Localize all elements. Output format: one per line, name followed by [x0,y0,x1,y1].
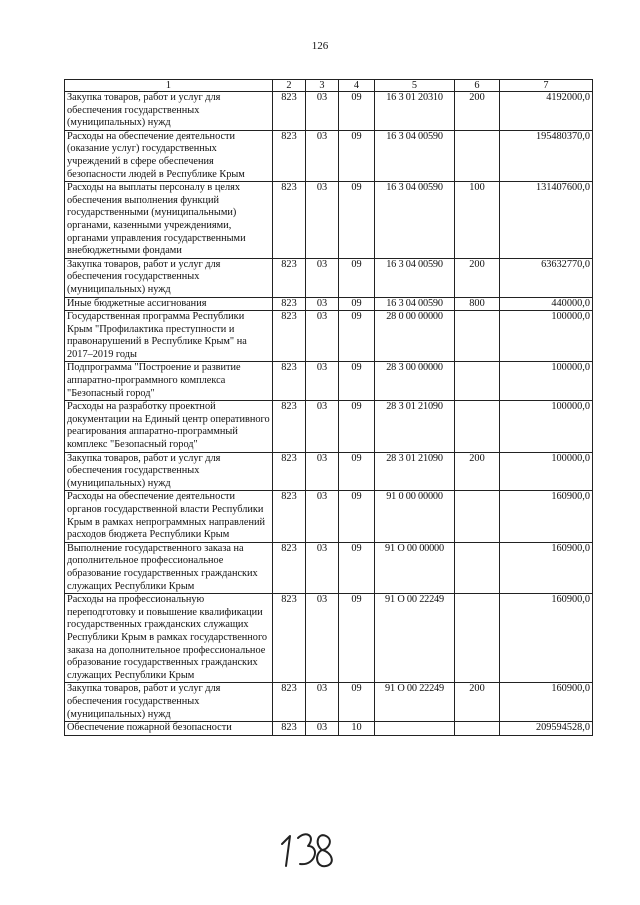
target-article-code: 28 3 01 21090 [375,452,455,491]
section-code: 03 [306,722,339,736]
ministry-code: 823 [273,722,306,736]
expense-type-code [455,491,500,542]
target-article-code: 16 3 04 00590 [375,258,455,297]
budget-table [64,79,593,736]
table-row [65,542,593,593]
target-article-code: 91 О 00 00000 [375,542,455,593]
col-header-6: 6 [455,80,500,92]
section-code: 03 [306,452,339,491]
page-number: 126 [311,40,329,52]
section-code: 03 [306,297,339,311]
expense-type-code [455,722,500,736]
target-article-code: 16 3 04 00590 [375,182,455,259]
ministry-code: 823 [273,542,306,593]
subsection-code: 09 [339,182,375,259]
header-row [65,80,593,92]
row-name: Обеспечение пожарной безопасности [65,722,273,736]
section-code: 03 [306,311,339,362]
col-header-2: 2 [273,80,306,92]
target-article-code [375,722,455,736]
ministry-code: 823 [273,401,306,452]
ministry-code: 823 [273,683,306,722]
amount: 160900,0 [500,542,593,593]
col-header-5: 5 [375,80,455,92]
ministry-code: 823 [273,594,306,683]
amount: 100000,0 [500,362,593,401]
handwritten-digit-8-stroke [317,835,332,866]
col-header-1: 1 [65,80,273,92]
row-name: Расходы на выплаты персоналу в целях обеспечения выполнения функций государственными (муниципальными) органами, казенными учреждениями, органами управления государственными внебюджетными фондами [65,182,273,259]
subsection-code: 09 [339,258,375,297]
handwritten-digit-3-stroke [298,834,315,864]
section-code: 03 [306,594,339,683]
handwritten-digit-1-stroke [282,836,290,866]
table-row [65,594,593,683]
row-name: Закупка товаров, работ и услуг для обеспечения государственных (муниципальных) нужд [65,452,273,491]
subsection-code: 09 [339,542,375,593]
subsection-code: 09 [339,130,375,181]
expense-type-code [455,311,500,362]
row-name: Расходы на обеспечение деятельности органов государственной власти Республики Крым в рамках непрограммных направлений расходов бюджета Республики Крым [65,491,273,542]
table-row [65,452,593,491]
table-row [65,92,593,131]
section-code: 03 [306,92,339,131]
expense-type-code [455,362,500,401]
section-code: 03 [306,401,339,452]
subsection-code: 10 [339,722,375,736]
table-row [65,182,593,259]
expense-type-code [455,594,500,683]
handwritten-page-number [276,822,336,874]
section-code: 03 [306,491,339,542]
target-article-code: 28 3 01 21090 [375,401,455,452]
subsection-code: 09 [339,362,375,401]
expense-type-code [455,130,500,181]
row-name: Государственная программа Республики Крым "Профилактика преступности и правонарушений в Республике Крым" на 2017–2019 годы [65,311,273,362]
table-row [65,130,593,181]
expense-type-code: 200 [455,452,500,491]
amount: 63632770,0 [500,258,593,297]
amount: 131407600,0 [500,182,593,259]
table-row [65,683,593,722]
row-name: Закупка товаров, работ и услуг для обеспечения государственных (муниципальных) нужд [65,683,273,722]
subsection-code: 09 [339,311,375,362]
ministry-code: 823 [273,491,306,542]
table-row [65,722,593,736]
target-article-code: 28 0 00 00000 [375,311,455,362]
subsection-code: 09 [339,401,375,452]
subsection-code: 09 [339,491,375,542]
target-article-code: 16 3 04 00590 [375,130,455,181]
col-header-4: 4 [339,80,375,92]
row-name: Закупка товаров, работ и услуг для обеспечения государственных (муниципальных) нужд [65,258,273,297]
subsection-code: 09 [339,683,375,722]
col-header-7: 7 [500,80,593,92]
table-row [65,491,593,542]
expense-type-code: 200 [455,258,500,297]
target-article-code: 16 3 01 20310 [375,92,455,131]
expense-type-code: 200 [455,683,500,722]
ministry-code: 823 [273,92,306,131]
col-header-3: 3 [306,80,339,92]
amount: 195480370,0 [500,130,593,181]
amount: 100000,0 [500,452,593,491]
section-code: 03 [306,542,339,593]
subsection-code: 09 [339,297,375,311]
section-code: 03 [306,258,339,297]
subsection-code: 09 [339,594,375,683]
section-code: 03 [306,362,339,401]
ministry-code: 823 [273,452,306,491]
ministry-code: 823 [273,362,306,401]
table-row [65,401,593,452]
section-code: 03 [306,683,339,722]
amount: 4192000,0 [500,92,593,131]
table-row [65,311,593,362]
subsection-code: 09 [339,452,375,491]
expense-type-code: 200 [455,92,500,131]
ministry-code: 823 [273,130,306,181]
amount: 440000,0 [500,297,593,311]
section-code: 03 [306,182,339,259]
amount: 160900,0 [500,491,593,542]
expense-type-code [455,542,500,593]
table-row [65,297,593,311]
ministry-code: 823 [273,297,306,311]
ministry-code: 823 [273,182,306,259]
row-name: Расходы на разработку проектной документации на Единый центр оперативного реагирования аппаратно-программный комплекс "Безопасный город" [65,401,273,452]
expense-type-code [455,401,500,452]
row-name: Подпрограмма "Построение и развитие аппаратно-программного комплекса "Безопасный город" [65,362,273,401]
table-row [65,258,593,297]
target-article-code: 91 О 00 22249 [375,594,455,683]
row-name: Расходы на профессиональную переподготовку и повышение квалификации государственных гражданских служащих Республики Крым в рамках государственного заказа на дополнительное профессиональное образование государственных гражданских служащих Республики Крым [65,594,273,683]
target-article-code: 16 3 04 00590 [375,297,455,311]
section-code: 03 [306,130,339,181]
table-row [65,362,593,401]
expense-type-code: 100 [455,182,500,259]
target-article-code: 91 0 00 00000 [375,491,455,542]
amount: 209594528,0 [500,722,593,736]
ministry-code: 823 [273,258,306,297]
expense-type-code: 800 [455,297,500,311]
amount: 160900,0 [500,683,593,722]
amount: 160900,0 [500,594,593,683]
ministry-code: 823 [273,311,306,362]
amount: 100000,0 [500,401,593,452]
row-name: Закупка товаров, работ и услуг для обеспечения государственных (муниципальных) нужд [65,92,273,131]
target-article-code: 28 3 00 00000 [375,362,455,401]
target-article-code: 91 О 00 22249 [375,683,455,722]
row-name: Выполнение государственного заказа на дополнительное профессиональное образование государственных гражданских служащих Республики Крым [65,542,273,593]
row-name: Расходы на обеспечение деятельности (оказание услуг) государственных учреждений в сфере обеспечения безопасности людей в Республике Крым [65,130,273,181]
amount: 100000,0 [500,311,593,362]
row-name: Иные бюджетные ассигнования [65,297,273,311]
subsection-code: 09 [339,92,375,131]
